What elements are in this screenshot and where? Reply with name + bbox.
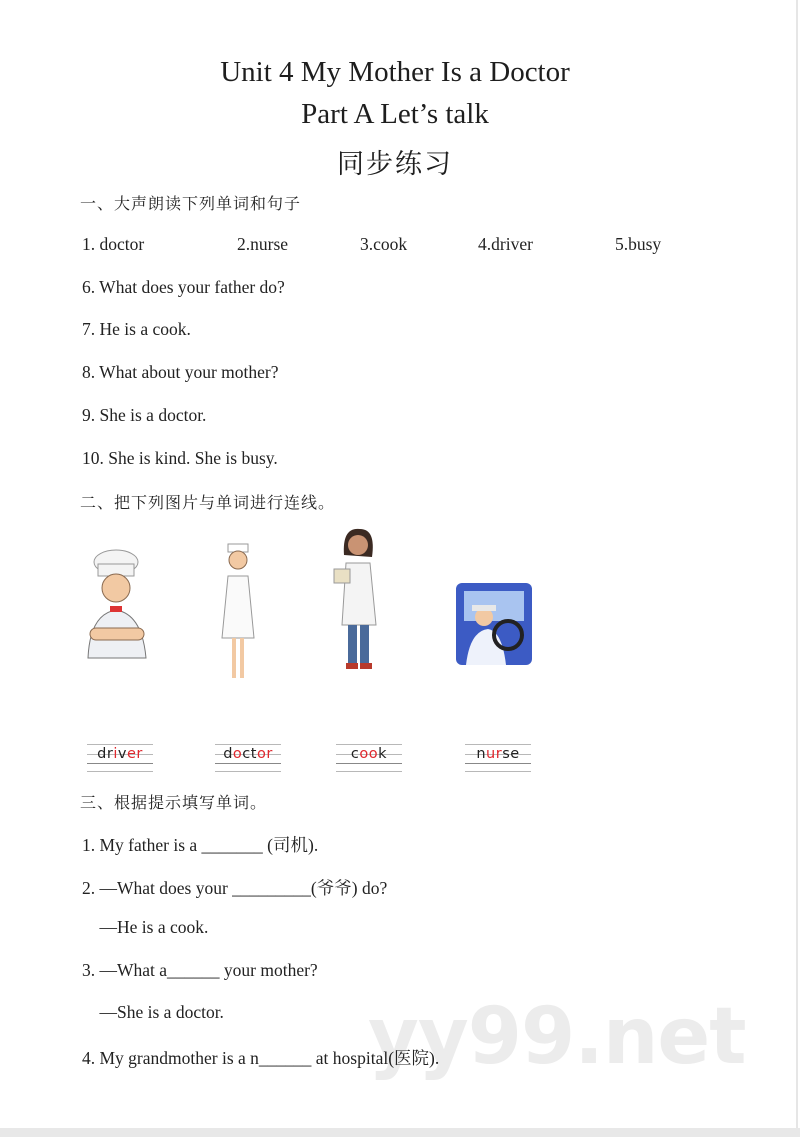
section2-heading: 二、把下列图片与单词进行连线。 <box>80 493 336 512</box>
highlighted-letters: er <box>126 746 143 762</box>
fill-in-item: 3. —What a______ your mother? <box>82 960 318 980</box>
fill-in-item: 4. My grandmother is a n______ at hospital(医院). <box>82 1048 440 1068</box>
vocab-word: 3.cook <box>360 234 408 254</box>
highlighted-letters: i <box>113 746 118 762</box>
letters: k <box>378 746 388 762</box>
sentence: 8. What about your mother? <box>82 362 279 382</box>
letters: n <box>476 746 487 762</box>
fill-in-item: 2. —What does your _________(爷爷) do? <box>82 878 388 898</box>
word-card-nurse <box>465 742 531 772</box>
watermark: yy99.net <box>368 992 746 1082</box>
driver-picture <box>456 583 532 665</box>
card-word <box>215 746 281 762</box>
card-word <box>336 746 402 762</box>
worksheet-title: Unit 4 My Mother Is a Doctor <box>220 56 570 88</box>
vocab-word: 2.nurse <box>237 234 289 254</box>
fill-in-item: —He is a cook. <box>82 917 209 937</box>
vocab-word: 5.busy <box>615 234 662 254</box>
vocab-word: 1. doctor <box>82 234 145 254</box>
letters: d <box>223 746 233 762</box>
cook-picture <box>80 548 152 668</box>
sentence: 7. He is a cook. <box>82 319 191 339</box>
section1-heading: 一、大声朗读下列单词和句子 <box>80 194 302 213</box>
worksheet-subtitle: Part A Let’s talk <box>301 98 489 130</box>
highlighted-letters: ur <box>486 746 503 762</box>
letters: se <box>502 746 520 762</box>
card-word <box>465 746 531 762</box>
letters: v <box>117 746 127 762</box>
word-card-doctor <box>215 742 281 772</box>
fill-in-item: —She is a doctor. <box>82 1002 224 1022</box>
nurse-picture <box>218 542 258 684</box>
page-bottom-edge <box>0 1128 800 1137</box>
doctor-picture <box>330 525 386 675</box>
letters: c <box>350 746 360 762</box>
sentence: 10. She is kind. She is busy. <box>82 448 278 468</box>
word-card-driver <box>87 742 153 772</box>
letters: ct <box>242 746 257 762</box>
highlighted-letters: or <box>256 746 273 762</box>
sentence: 9. She is a doctor. <box>82 405 207 425</box>
worksheet-subtitle-cn: 同步练习 <box>337 149 453 180</box>
letters: dr <box>97 746 114 762</box>
word-card-cook <box>336 742 402 772</box>
section3-heading: 三、根据提示填写单词。 <box>80 793 268 812</box>
fill-in-item: 1. My father is a _______ (司机). <box>82 835 319 855</box>
sentence: 6. What does your father do? <box>82 277 285 297</box>
card-word <box>87 746 153 762</box>
highlighted-letters: oo <box>359 746 379 762</box>
vocab-word: 4.driver <box>478 234 533 254</box>
highlighted-letters: o <box>232 746 243 762</box>
